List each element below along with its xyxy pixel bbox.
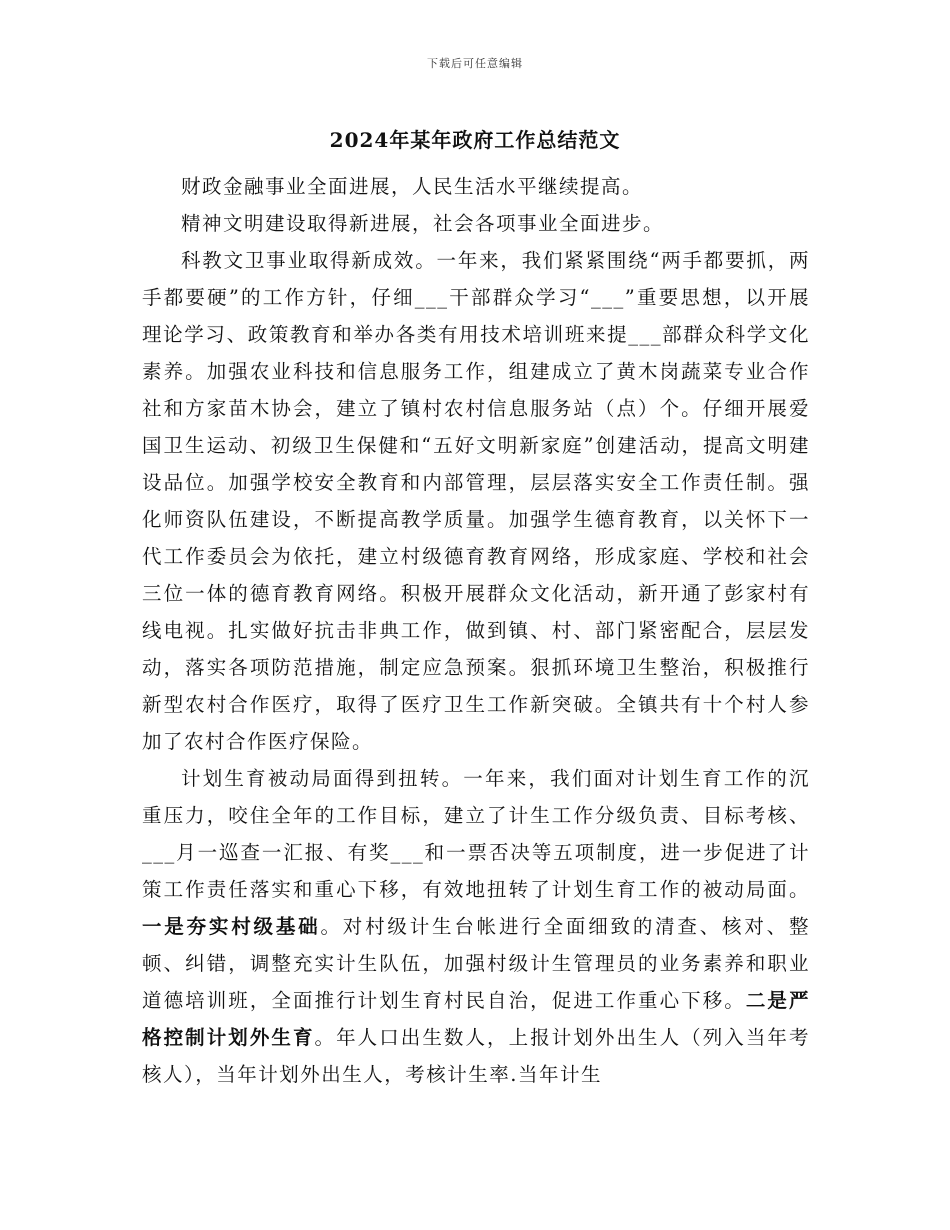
emphasis-village-foundation: 一是夯实村级基础: [142, 915, 321, 938]
page-header-note: 下载后可任意编辑: [427, 57, 523, 70]
family-planning-text-3: 。年人口出生数人，上报计划外出生人（列入当年考核人），当年计划外出生人，考核计生率.当年计生: [142, 1026, 810, 1086]
paragraph-civilization: 精神文明建设取得新进展，社会各项事业全面进步。: [181, 212, 665, 235]
document-body: [142, 168, 810, 1093]
family-planning-text-2: 。对村级计生台帐进行全面细致的清查、核对、整顿、纠错，调整充实计生队伍，加强村级计生管理员的业务素养和职业道德培训班，全面推行计划生育村民自治，促进工作重心下移。: [142, 915, 810, 1012]
document-title: 2024年某年政府工作总结范文: [329, 128, 621, 152]
paragraph-family-planning: [142, 760, 810, 1093]
emphasis-birth-control: 二是严格控制计划外生育: [142, 989, 810, 1049]
paragraph-finance: 财政金融事业全面进展，人民生活水平继续提高。: [181, 175, 644, 198]
family-planning-text-1: 计划生育被动局面得到扭转。一年来，我们面对计划生育工作的沉重压力，咬住全年的工作目标，建立了计生工作分级负责、目标考核、___月一巡查一汇报、有奖___和一票否决等五项制度，进一步促进了计策工作责任落实和重心下移，有效地扭转了计划生育工作的被动局面。: [142, 767, 810, 901]
paragraph-education-health: 科教文卫事业取得新成效。一年来，我们紧紧围绕“两手都要抓，两手都要硬”的工作方针，仔细___干部群众学习“___”重要思想，以开展理论学习、政策教育和举办各类有用技术培训班来提___部群众科学文化素养。加强农业科技和信息服务工作，组建成立了黄木岗蔬菜专业合作社和方家苗木协会，建立了镇村农村信息服务站（点）个。仔细开展爱国卫生运动、初级卫生保健和“五好文明新家庭”创建活动，提高文明建设品位。加强学校安全教育和内部管理，层层落实安全工作责任制。强化师资队伍建设，不断提高教学质量。加强学生德育教育，以关怀下一代工作委员会为依托，建立村级德育教育网络，形成家庭、学校和社会三位一体的德育教育网络。积极开展群众文化活动，新开通了彭家村有线电视。扎实做好抗击非典工作，做到镇、村、部门紧密配合，层层发动，落实各项防范措施，制定应急预案。狠抓环境卫生整治，积极推行新型农村合作医疗，取得了医疗卫生工作新突破。全镇共有十个村人参加了农村合作医疗保险。: [142, 249, 810, 753]
